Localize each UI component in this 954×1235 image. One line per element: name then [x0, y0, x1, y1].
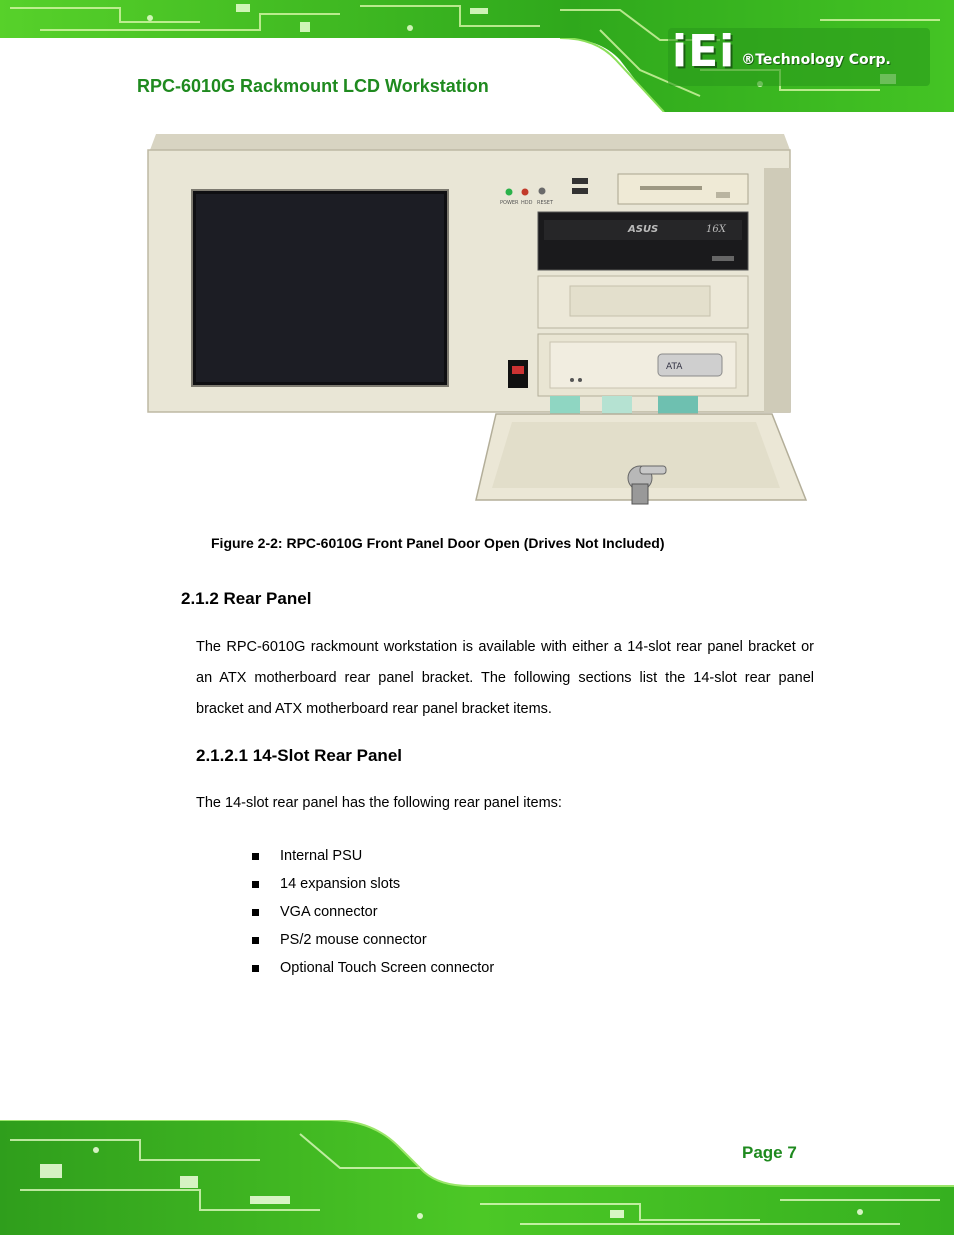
- list-item: [252, 898, 494, 926]
- list-item-text: VGA connector: [280, 904, 378, 920]
- document-title: RPC-6010G Rackmount LCD Workstation: [137, 76, 489, 96]
- footer-banner: [0, 1120, 954, 1235]
- subsection-intro: The 14-slot rear panel has the following rear panel items:: [196, 795, 562, 811]
- section-paragraph: The RPC-6010G rackmount workstation is available with either a 14-slot rear panel bracket or an ATX motherboard rear panel bracket. The following sections list the 14-slot rear panel bracket and ATX motherboard rear panel bracket items.: [196, 639, 814, 717]
- list-item: [252, 926, 494, 954]
- list-item: [252, 842, 494, 870]
- footer-circuit-pattern: [0, 1120, 954, 1235]
- tray-label: ATA: [666, 362, 683, 372]
- square-bullet-icon: [252, 909, 259, 916]
- dvd-brand-label: ASUS: [628, 224, 659, 235]
- led-hdd-label: HDD: [521, 200, 533, 206]
- product-photo: [140, 128, 820, 523]
- square-bullet-icon: [252, 965, 259, 972]
- led-reset-label: RESET: [537, 200, 554, 206]
- header-white-curve: [0, 38, 954, 112]
- square-bullet-icon: [252, 853, 259, 860]
- figure-caption: Figure 2-2: RPC-6010G Front Panel Door Open (Drives Not Included): [211, 535, 665, 551]
- subsection-heading: 2.1.2.1 14-Slot Rear Panel: [196, 746, 402, 765]
- led-power-label: POWER: [500, 200, 519, 206]
- logo-mark: iEi: [672, 26, 736, 77]
- page-number: Page 7: [742, 1143, 797, 1162]
- rear-panel-items-list: [252, 842, 494, 982]
- list-item-text: PS/2 mouse connector: [280, 932, 427, 948]
- square-bullet-icon: [252, 937, 259, 944]
- dvd-speed-label: 16X: [706, 224, 726, 235]
- list-item-text: Optional Touch Screen connector: [280, 960, 495, 976]
- list-item-text: Internal PSU: [280, 848, 363, 864]
- section-heading: 2.1.2 Rear Panel: [181, 589, 312, 608]
- logo-tagline: ®Technology Corp.: [741, 52, 891, 68]
- list-item: [252, 954, 494, 982]
- workstation-front-illustration: [140, 128, 820, 523]
- list-item-text: 14 expansion slots: [280, 876, 401, 892]
- square-bullet-icon: [252, 881, 259, 888]
- list-item: [252, 870, 494, 898]
